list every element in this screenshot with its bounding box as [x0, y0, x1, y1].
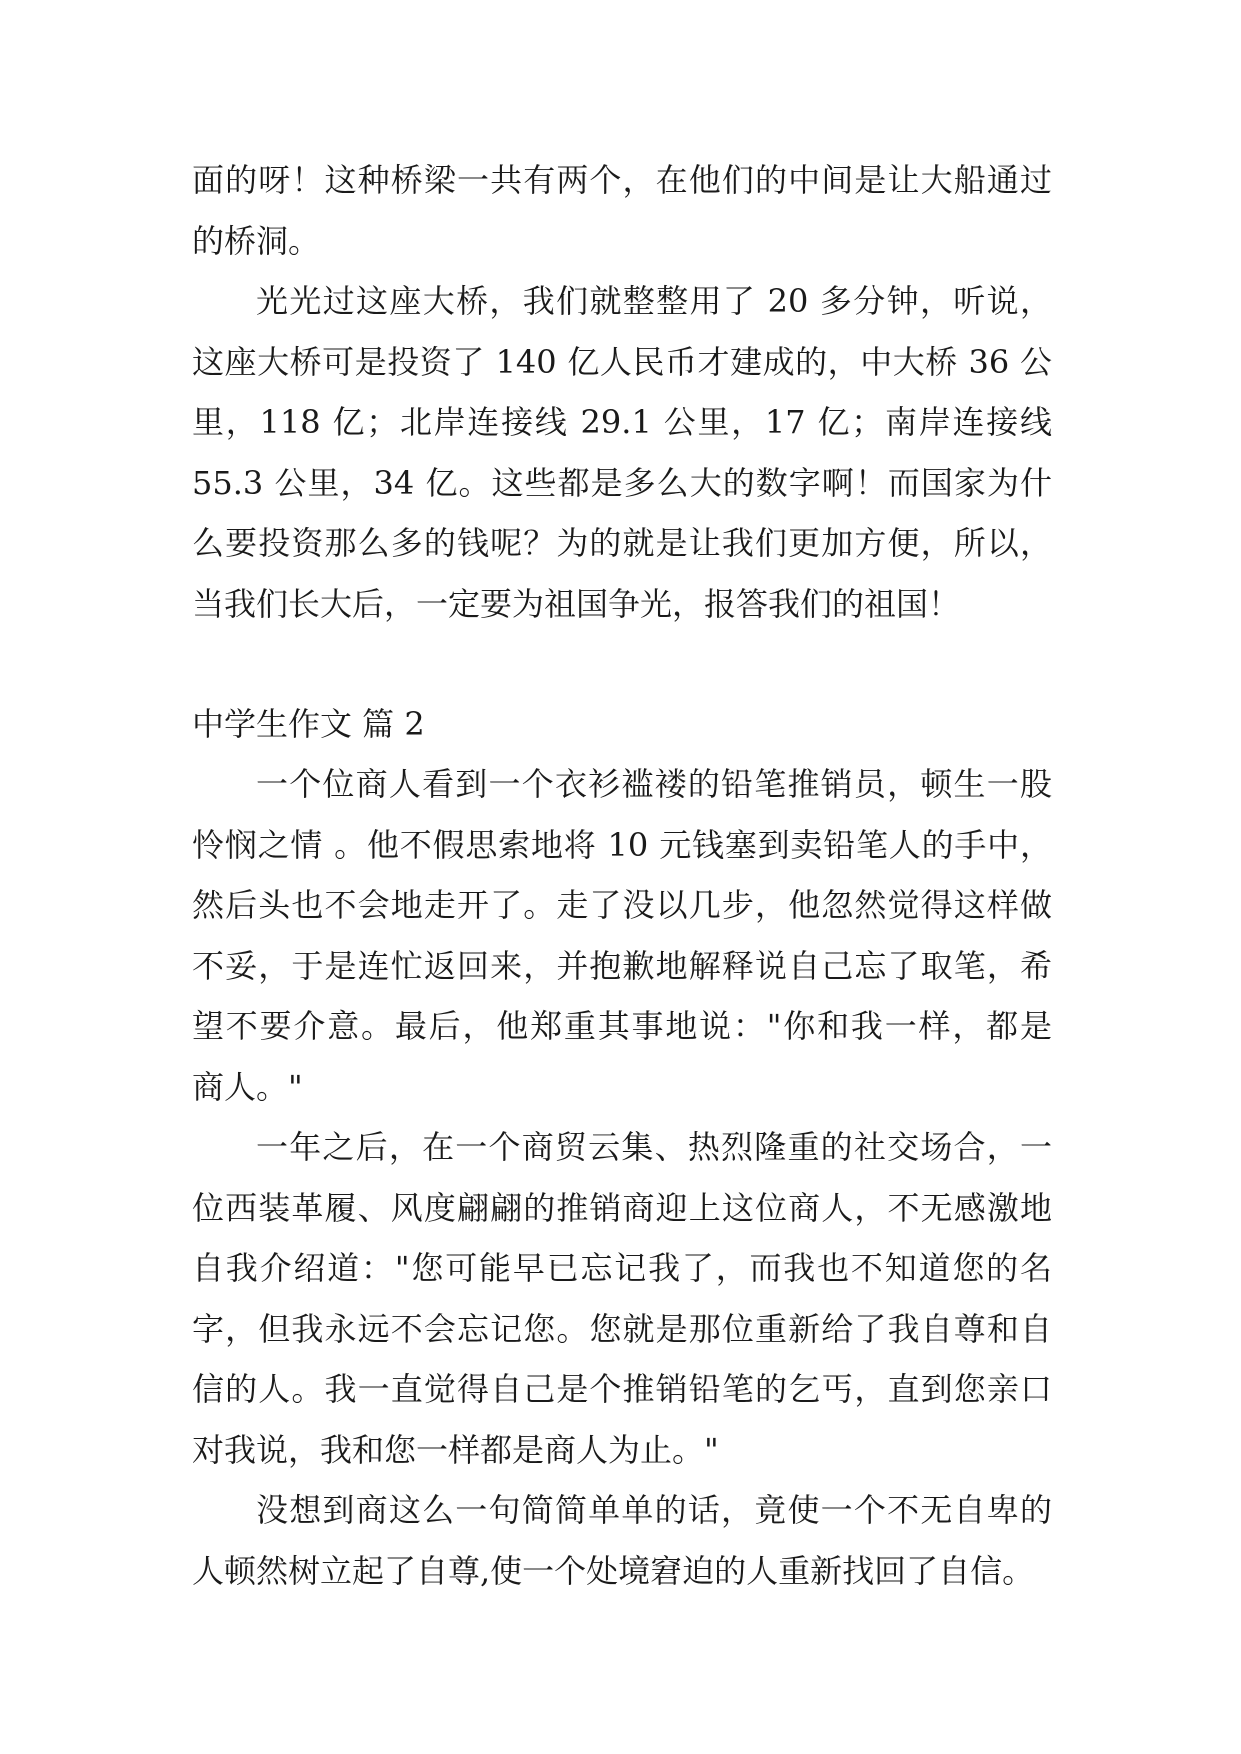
paragraph-line: 没想到商这么一句简简单单的话，竟使一个不无自卑的 [256, 1491, 1052, 1529]
paragraph-line: 字，但我永远不会忘记您。您就是那位重新给了我自尊和自 [192, 1309, 1052, 1348]
paragraph-line: 55.3 公里，34 亿。这些都是多么大的数字啊！而国家为什 [192, 463, 1052, 502]
paragraph-line: 光光过这座大桥，我们就整整用了 20 多分钟，听说， [256, 282, 1052, 320]
paragraph-continued [192, 150, 1052, 271]
paragraph-line: 对我说，我和您一样都是商人为止。" [192, 1430, 719, 1469]
paragraph-line: 一个位商人看到一个衣衫褴褛的铅笔推销员，顿生一股 [256, 765, 1052, 803]
paragraph-conclusion [192, 1480, 1052, 1601]
section-heading: 中学生作文 篇 2 [192, 705, 425, 743]
paragraph-line: 的桥洞。 [192, 221, 321, 260]
paragraph-line: 不妥，于是连忙返回来，并抱歉地解释说自己忘了取笔，希 [192, 946, 1052, 985]
paragraph-bridge-cost [192, 271, 1052, 634]
paragraph-line: 人顿然树立起了自尊,使一个处境窘迫的人重新找回了自信。 [192, 1551, 1035, 1590]
paragraph-line: 然后头也不会地走开了。走了没以几步，他忽然觉得这样做 [192, 886, 1052, 924]
paragraph-line: 怜悯之情 。他不假思索地将 10 元钱塞到卖铅笔人的手中， [192, 825, 1052, 864]
paragraph-line: 望不要介意。最后，他郑重其事地说："你和我一样，都是 [192, 1007, 1052, 1045]
paragraph-line: 这座大桥可是投资了 140 亿人民币才建成的，中大桥 36 公 [192, 342, 1052, 381]
paragraph-line: 商人。" [192, 1067, 303, 1106]
paragraph-line: 信的人。我一直觉得自己是个推销铅笔的乞丐，直到您亲口 [192, 1370, 1052, 1408]
paragraph-one-year-later [192, 1117, 1052, 1480]
document-page [192, 150, 1052, 1601]
paragraph-line: 自我介绍道："您可能早已忘记我了，而我也不知道您的名 [192, 1249, 1052, 1287]
paragraph-merchant-intro [192, 754, 1052, 1117]
paragraph-line: 一年之后，在一个商贸云集、热烈隆重的社交场合，一 [256, 1128, 1052, 1166]
section-gap [192, 634, 1052, 694]
paragraph-line: 里，118 亿；北岸连接线 29.1 公里，17 亿；南岸连接线 [192, 403, 1052, 441]
paragraph-line: 位西装革履、风度翩翩的推销商迎上这位商人，不无感激地 [192, 1188, 1052, 1227]
paragraph-line: 么要投资那么多的钱呢？为的就是让我们更加方便，所以， [192, 524, 1052, 562]
paragraph-line: 当我们长大后，一定要为祖国争光，报答我们的祖国！ [192, 584, 961, 623]
paragraph-line: 面的呀！这种桥梁一共有两个，在他们的中间是让大船通过 [192, 161, 1052, 199]
